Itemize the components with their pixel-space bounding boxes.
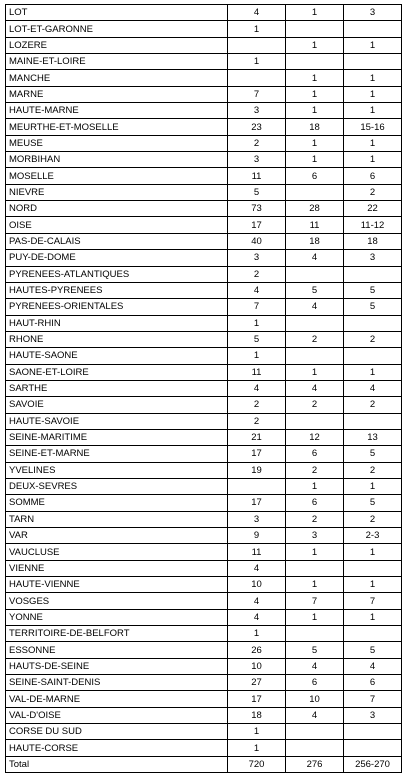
table-row [6, 86, 402, 102]
value-cell-2: 12 [286, 429, 344, 445]
value-cell-2: 1 [286, 544, 344, 560]
table-row [6, 658, 402, 674]
value-cell-2: 4 [286, 250, 344, 266]
department-name-cell: HAUTE-SAONE [6, 348, 228, 364]
value-cell-1 [228, 478, 286, 494]
value-cell-1: 3 [228, 511, 286, 527]
value-cell-1 [228, 70, 286, 86]
value-cell-3: 2 [344, 331, 402, 347]
table-row [6, 299, 402, 315]
department-name-cell: VOSGES [6, 593, 228, 609]
value-cell-1: 11 [228, 364, 286, 380]
value-cell-1: 5 [228, 331, 286, 347]
department-name-cell: PYRENEES-ATLANTIQUES [6, 266, 228, 282]
value-cell-1: 4 [228, 560, 286, 576]
department-name-cell: LOT-ET-GARONNE [6, 21, 228, 37]
value-cell-1: 720 [228, 756, 286, 772]
value-cell-1: 23 [228, 119, 286, 135]
value-cell-2: 2 [286, 331, 344, 347]
value-cell-2: 276 [286, 756, 344, 772]
value-cell-3 [344, 560, 402, 576]
value-cell-3: 256-270 [344, 756, 402, 772]
department-name-cell: NIEVRE [6, 184, 228, 200]
value-cell-3: 15-16 [344, 119, 402, 135]
department-name-cell: SOMME [6, 495, 228, 511]
department-name-cell: VAUCLUSE [6, 544, 228, 560]
table-row [6, 577, 402, 593]
value-cell-1: 7 [228, 86, 286, 102]
department-name-cell: ESSONNE [6, 642, 228, 658]
value-cell-2 [286, 560, 344, 576]
total-label: Total [6, 756, 228, 772]
table-row [6, 184, 402, 200]
department-name-cell: VAL-D'OISE [6, 707, 228, 723]
value-cell-1: 18 [228, 707, 286, 723]
value-cell-1: 9 [228, 528, 286, 544]
value-cell-3 [344, 740, 402, 756]
value-cell-1: 26 [228, 642, 286, 658]
table-row [6, 348, 402, 364]
value-cell-3: 11-12 [344, 217, 402, 233]
table-row [6, 5, 402, 21]
department-name-cell: YONNE [6, 609, 228, 625]
table-row [6, 544, 402, 560]
value-cell-2: 7 [286, 593, 344, 609]
table-row [6, 528, 402, 544]
value-cell-1: 10 [228, 658, 286, 674]
value-cell-2: 4 [286, 707, 344, 723]
table-row [6, 626, 402, 642]
value-cell-1: 17 [228, 446, 286, 462]
department-name-cell: HAUTS-DE-SEINE [6, 658, 228, 674]
value-cell-2: 1 [286, 364, 344, 380]
table-row [6, 446, 402, 462]
table-row [6, 233, 402, 249]
value-cell-1: 21 [228, 429, 286, 445]
department-name-cell: HAUTE-CORSE [6, 740, 228, 756]
department-table [5, 4, 402, 773]
value-cell-2: 28 [286, 201, 344, 217]
value-cell-1: 7 [228, 299, 286, 315]
department-name-cell: DEUX-SEVRES [6, 478, 228, 494]
department-name-cell: HAUTE-VIENNE [6, 577, 228, 593]
table-row [6, 201, 402, 217]
value-cell-1: 19 [228, 462, 286, 478]
value-cell-3: 1 [344, 544, 402, 560]
table-row [6, 331, 402, 347]
value-cell-3: 1 [344, 478, 402, 494]
department-name-cell: VAR [6, 528, 228, 544]
value-cell-2: 6 [286, 446, 344, 462]
department-name-cell: MOSELLE [6, 168, 228, 184]
value-cell-2 [286, 266, 344, 282]
value-cell-3: 13 [344, 429, 402, 445]
department-name-cell: SEINE-ET-MARNE [6, 446, 228, 462]
table-row [6, 282, 402, 298]
table-row [6, 593, 402, 609]
table-row [6, 462, 402, 478]
value-cell-2: 1 [286, 135, 344, 151]
department-name-cell: CORSE DU SUD [6, 724, 228, 740]
value-cell-2 [286, 413, 344, 429]
value-cell-1: 1 [228, 740, 286, 756]
value-cell-3 [344, 54, 402, 70]
department-name-cell: YVELINES [6, 462, 228, 478]
table-row [6, 70, 402, 86]
value-cell-2: 5 [286, 282, 344, 298]
value-cell-2: 2 [286, 511, 344, 527]
value-cell-3: 6 [344, 675, 402, 691]
department-name-cell: NORD [6, 201, 228, 217]
department-name-cell: LOZERE [6, 37, 228, 53]
value-cell-3: 5 [344, 446, 402, 462]
value-cell-3: 7 [344, 593, 402, 609]
table-row [6, 691, 402, 707]
value-cell-2 [286, 315, 344, 331]
department-name-cell: HAUTES-PYRENEES [6, 282, 228, 298]
department-name-cell: RHONE [6, 331, 228, 347]
value-cell-3: 1 [344, 577, 402, 593]
table-row [6, 168, 402, 184]
value-cell-2: 10 [286, 691, 344, 707]
table-row [6, 724, 402, 740]
department-name-cell: OISE [6, 217, 228, 233]
value-cell-1: 10 [228, 577, 286, 593]
value-cell-1: 17 [228, 217, 286, 233]
value-cell-2: 1 [286, 5, 344, 21]
value-cell-3: 1 [344, 70, 402, 86]
value-cell-3: 2-3 [344, 528, 402, 544]
value-cell-2: 5 [286, 642, 344, 658]
value-cell-2: 1 [286, 478, 344, 494]
value-cell-3 [344, 724, 402, 740]
department-name-cell: SARTHE [6, 380, 228, 396]
value-cell-3: 5 [344, 642, 402, 658]
value-cell-3 [344, 315, 402, 331]
department-name-cell: PUY-DE-DOME [6, 250, 228, 266]
value-cell-3: 1 [344, 364, 402, 380]
value-cell-2: 18 [286, 233, 344, 249]
table-row [6, 364, 402, 380]
value-cell-3: 1 [344, 86, 402, 102]
value-cell-3 [344, 413, 402, 429]
value-cell-2: 1 [286, 577, 344, 593]
value-cell-3: 1 [344, 37, 402, 53]
table-row [6, 707, 402, 723]
value-cell-3: 5 [344, 282, 402, 298]
value-cell-3: 2 [344, 184, 402, 200]
value-cell-2 [286, 626, 344, 642]
value-cell-3: 3 [344, 5, 402, 21]
department-name-cell: MARNE [6, 86, 228, 102]
value-cell-2 [286, 21, 344, 37]
table-row [6, 266, 402, 282]
table-row [6, 152, 402, 168]
value-cell-3: 1 [344, 103, 402, 119]
table-row [6, 413, 402, 429]
value-cell-1: 11 [228, 544, 286, 560]
department-name-cell: MAINE-ET-LOIRE [6, 54, 228, 70]
value-cell-2: 3 [286, 528, 344, 544]
department-name-cell: SEINE-SAINT-DENIS [6, 675, 228, 691]
value-cell-1: 4 [228, 593, 286, 609]
department-name-cell: VIENNE [6, 560, 228, 576]
value-cell-3 [344, 21, 402, 37]
value-cell-2: 6 [286, 168, 344, 184]
value-cell-2: 18 [286, 119, 344, 135]
value-cell-2: 1 [286, 152, 344, 168]
value-cell-2: 11 [286, 217, 344, 233]
value-cell-1: 3 [228, 152, 286, 168]
value-cell-3: 7 [344, 691, 402, 707]
value-cell-1: 1 [228, 626, 286, 642]
value-cell-2 [286, 184, 344, 200]
value-cell-3: 2 [344, 397, 402, 413]
value-cell-2 [286, 54, 344, 70]
value-cell-2: 1 [286, 609, 344, 625]
table-row [6, 315, 402, 331]
value-cell-1: 4 [228, 282, 286, 298]
table-row [6, 21, 402, 37]
value-cell-1 [228, 37, 286, 53]
value-cell-2: 1 [286, 37, 344, 53]
value-cell-2: 6 [286, 495, 344, 511]
value-cell-1: 2 [228, 397, 286, 413]
department-name-cell: HAUTE-MARNE [6, 103, 228, 119]
value-cell-2: 2 [286, 462, 344, 478]
value-cell-1: 1 [228, 348, 286, 364]
value-cell-2 [286, 740, 344, 756]
value-cell-2: 4 [286, 658, 344, 674]
value-cell-1: 3 [228, 250, 286, 266]
department-table-body [6, 5, 402, 773]
department-name-cell: HAUT-RHIN [6, 315, 228, 331]
value-cell-3: 18 [344, 233, 402, 249]
value-cell-1: 73 [228, 201, 286, 217]
value-cell-3: 4 [344, 380, 402, 396]
value-cell-1: 1 [228, 54, 286, 70]
value-cell-3: 1 [344, 152, 402, 168]
table-row [6, 478, 402, 494]
table-row [6, 495, 402, 511]
value-cell-1: 1 [228, 21, 286, 37]
value-cell-1: 27 [228, 675, 286, 691]
value-cell-3: 22 [344, 201, 402, 217]
table-row [6, 609, 402, 625]
value-cell-1: 1 [228, 315, 286, 331]
value-cell-1: 2 [228, 266, 286, 282]
value-cell-2: 4 [286, 299, 344, 315]
table-row [6, 54, 402, 70]
total-row [6, 756, 402, 772]
value-cell-3: 3 [344, 707, 402, 723]
table-row [6, 397, 402, 413]
value-cell-1: 4 [228, 5, 286, 21]
value-cell-1: 5 [228, 184, 286, 200]
table-row [6, 740, 402, 756]
value-cell-1: 3 [228, 103, 286, 119]
value-cell-1: 4 [228, 380, 286, 396]
table-row [6, 103, 402, 119]
value-cell-1: 2 [228, 413, 286, 429]
value-cell-3: 5 [344, 495, 402, 511]
department-name-cell: MEUSE [6, 135, 228, 151]
value-cell-1: 11 [228, 168, 286, 184]
value-cell-3 [344, 266, 402, 282]
value-cell-1: 17 [228, 495, 286, 511]
value-cell-3: 6 [344, 168, 402, 184]
value-cell-1: 4 [228, 609, 286, 625]
value-cell-1: 17 [228, 691, 286, 707]
value-cell-2: 4 [286, 380, 344, 396]
value-cell-2: 1 [286, 86, 344, 102]
department-name-cell: SEINE-MARITIME [6, 429, 228, 445]
value-cell-3: 5 [344, 299, 402, 315]
department-name-cell: SAVOIE [6, 397, 228, 413]
department-name-cell: VAL-DE-MARNE [6, 691, 228, 707]
value-cell-3: 2 [344, 511, 402, 527]
value-cell-2: 1 [286, 103, 344, 119]
department-name-cell: MEURTHE-ET-MOSELLE [6, 119, 228, 135]
department-name-cell: TARN [6, 511, 228, 527]
value-cell-3: 4 [344, 658, 402, 674]
department-name-cell: LOT [6, 5, 228, 21]
value-cell-2: 1 [286, 70, 344, 86]
department-name-cell: TERRITOIRE-DE-BELFORT [6, 626, 228, 642]
value-cell-2: 6 [286, 675, 344, 691]
value-cell-3 [344, 348, 402, 364]
table-row [6, 642, 402, 658]
table-row [6, 429, 402, 445]
table-row [6, 217, 402, 233]
table-row [6, 511, 402, 527]
table-row [6, 135, 402, 151]
value-cell-1: 1 [228, 724, 286, 740]
value-cell-3: 3 [344, 250, 402, 266]
value-cell-2 [286, 348, 344, 364]
value-cell-1: 2 [228, 135, 286, 151]
value-cell-2: 2 [286, 397, 344, 413]
value-cell-3: 1 [344, 609, 402, 625]
department-name-cell: MANCHE [6, 70, 228, 86]
department-name-cell: PYRENEES-ORIENTALES [6, 299, 228, 315]
table-row [6, 560, 402, 576]
value-cell-2 [286, 724, 344, 740]
value-cell-1: 40 [228, 233, 286, 249]
value-cell-3 [344, 626, 402, 642]
department-name-cell: MORBIHAN [6, 152, 228, 168]
value-cell-3: 2 [344, 462, 402, 478]
table-row [6, 37, 402, 53]
table-row [6, 250, 402, 266]
table-row [6, 675, 402, 691]
department-name-cell: PAS-DE-CALAIS [6, 233, 228, 249]
department-name-cell: SAONE-ET-LOIRE [6, 364, 228, 380]
table-row [6, 119, 402, 135]
value-cell-3: 1 [344, 135, 402, 151]
table-row [6, 380, 402, 396]
department-name-cell: HAUTE-SAVOIE [6, 413, 228, 429]
